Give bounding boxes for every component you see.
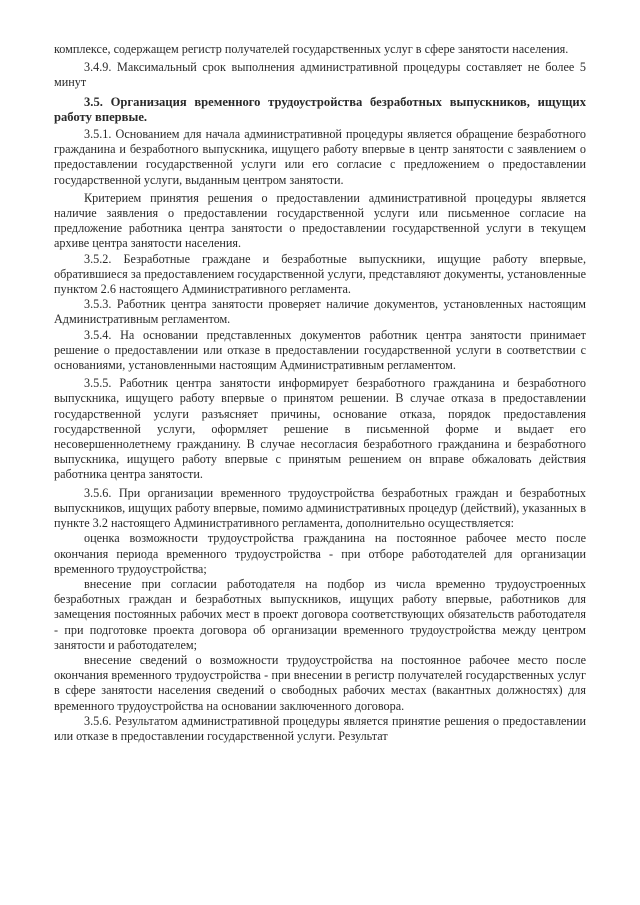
paragraph-3-5-6: 3.5.6. При организации временного трудоустройства безработных граждан и безработных выпускников, ищущих работу впервые, помимо административных процедур (действий), указанных в пункте 3.2 настоящего Административного регламента, дополнительно осуществляется:	[54, 485, 586, 531]
paragraph-assessment: оценка возможности трудоустройства гражданина на постоянное рабочее место после окончания периода временного трудоустройства - при отборе работодателей для организации временного трудоустройства;	[54, 531, 586, 576]
paragraph-result: 3.5.6. Результатом административной процедуры является принятие решения о предоставлении или отказе в предоставлении государственной услуги. Результат	[54, 713, 586, 743]
paragraph-inclusion-registry: внесение сведений о возможности трудоустройства на постоянное рабочее место после окончания временного трудоустройства - при внесении в регистр получателей государственных услуг в сфере занятости населения сведений о свободных рабочих местах (вакантных должностях) для временного трудоустройства на основании заключенного договора.	[54, 652, 586, 713]
paragraph-continuation: комплексе, содержащем регистр получателей государственных услуг в сфере занятости населения.	[54, 42, 569, 56]
paragraph-3-5-1: 3.5.1. Основанием для начала административной процедуры является обращение безработного гражданина и безработного выпускника, ищущего работу впервые в центр занятости с заявлением о предоставлении государственной услуги или его согласие с предложением о предоставлении государственной услуги, выданным центром занятости.	[54, 127, 586, 187]
paragraph-3-4-9: 3.4.9. Максимальный срок выполнения административной процедуры составляет не более 5 минут	[54, 60, 586, 90]
section-heading-3-5: 3.5. Организация временного трудоустройства безработных выпускников, ищущих работу впервые.	[54, 94, 586, 124]
paragraph-inclusion-employer: внесение при согласии работодателя на подбор из числа временно трудоустроенных безработных граждан и безработных выпускников, ищущих работу впервые, работников для замещения постоянных рабочих мест в проект договора соответствующих обязательств работодателя - при подготовке проекта договора об организации временного трудоустройства между центром занятости и работодателем;	[54, 576, 586, 652]
paragraph-criterion: Критерием принятия решения о предоставлении административной процедуры является наличие заявления о предоставлении государственной услуги или письменное согласие на предложение работника центра занятости о предоставлении государственной услуги в текущем архиве центра занятости населения.	[54, 190, 586, 251]
document-page	[54, 42, 586, 744]
paragraph-3-5-4: 3.5.4. На основании представленных документов работник центра занятости принимает решение о предоставлении или отказе в предоставлении государственной услуги в соответствии с основаниями, установленными настоящим Административным регламентом.	[54, 327, 586, 373]
paragraph-3-5-5: 3.5.5. Работник центра занятости информирует безработного гражданина и безработного выпускника, ищущего работу впервые о принятом решении. В случае отказа в предоставлении государственной услуги разъясняет причины, основание отказа, порядок предоставления государственной услуги, оформляет решение в письменной форме и выдает его несовершеннолетнему гражданину. В случае несогласия безработного гражданина и безработного выпускника, ищущего работу впервые с принятым решением он вправе обжаловать действия работника центра занятости.	[54, 376, 586, 482]
paragraph-3-5-3: 3.5.3. Работник центра занятости проверяет наличие документов, установленных настоящим Административным регламентом.	[54, 297, 586, 327]
paragraph-3-5-2: 3.5.2. Безработные граждане и безработные выпускники, ищущие работу впервые, обратившиеся за предоставлением государственной услуги, представляют документы, установленные пунктом 2.6 настоящего Административного регламента.	[54, 251, 586, 297]
